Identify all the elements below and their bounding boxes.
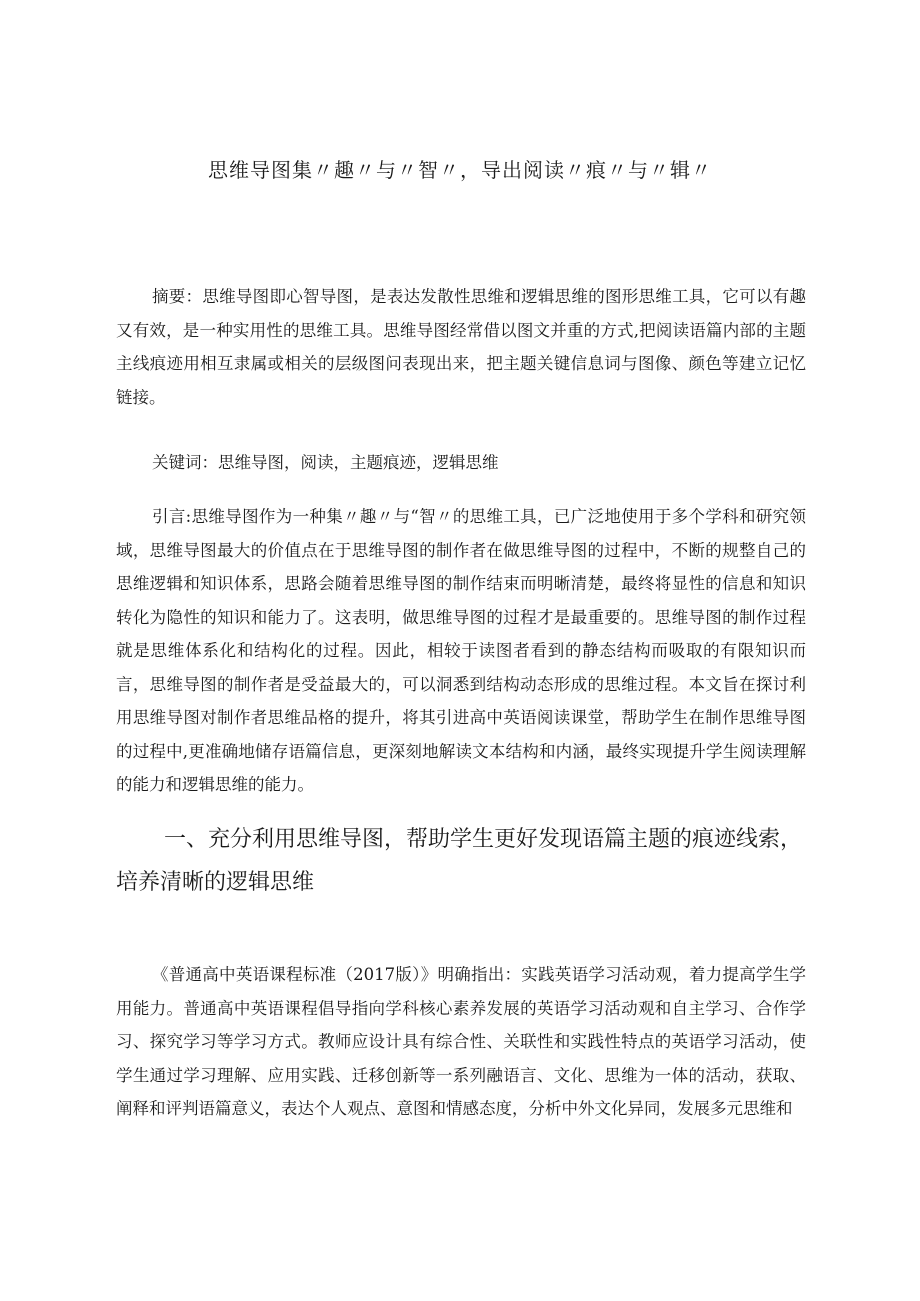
abstract-paragraph <box>116 280 806 414</box>
introduction-text: 思维导图作为一种集〃趣〃与“智〃的思维工具，已广泛地使用于多个学科和研究领域，思维导图最大的价值点在于思维导图的制作者在做思维导图的过程中，不断的规整自己的思维逻辑和知识体系，思路会随着思维导图的制作结束而明晰清楚，最终将显性的信息和知识转化为隐性的知识和能力了。这表明，做思维导图的过程才是最重要的。思维导图的制作过程就是思维体系化和结构化的过程。因此，相较于读图者看到的静态结构而吸取的有限知识而言，思维导图的制作者是受益最大的，可以洞悉到结构动态形成的思维过程。本文旨在探讨利用思维导图对制作者思维品格的提升，将其引进高中英语阅读课堂，帮助学生在制作思维导图的过程中,更准确地储存语篇信息，更深刻地解读文本结构和内涵，最终实现提升学生阅读理解的能力和逻辑思维的能力。 <box>116 507 807 794</box>
keywords-paragraph <box>116 446 806 480</box>
section-1-heading: 一、充分利用思维导图，帮助学生更好发现语篇主题的痕迹线索，培养清晰的逻辑思维 <box>116 827 803 895</box>
introduction-paragraph <box>116 500 806 802</box>
abstract-text: 思维导图即心智导图，是表达发散性思维和逻辑思维的图形思维工具，它可以有趣又有效，是一种实用性的思维工具。思维导图经常借以图文并重的方式,把阅读语篇内部的主题主线痕迹用相互隶属或相关的层级图问表现出来，把主题关键信息词与图像、颜色等建立记忆链接。 <box>116 287 807 407</box>
keywords-text: 思维导图，阅读，主题痕迹，逻辑思维 <box>218 453 499 472</box>
document-title: 思维导图集〃趣〃与〃智〃，导出阅读〃痕〃与〃辑〃 <box>208 158 712 182</box>
section-1-paragraph: 《普通高中英语课程标准（2017版）》明确指出：实践英语学习活动观，着力提高学生学用能力。普通高中英语课程倡导指向学科核心素养发展的英语学习活动观和自主学习、合作学习、探究学习等学习方式。教师应设计具有综合性、关联性和实践性特点的英语学习活动，使学生通过学习理解、应用实践、迁移创新等一系列融语言、文化、思维为一体的活动，获取、阐释和评判语篇意义，表达个人观点、意图和情感态度，分析中外文化异同，发展多元思维和 <box>116 965 806 1118</box>
keywords-label: 关键词： <box>152 453 218 472</box>
introduction-label: 引言: <box>152 507 192 526</box>
abstract-label: 摘要： <box>152 287 203 306</box>
